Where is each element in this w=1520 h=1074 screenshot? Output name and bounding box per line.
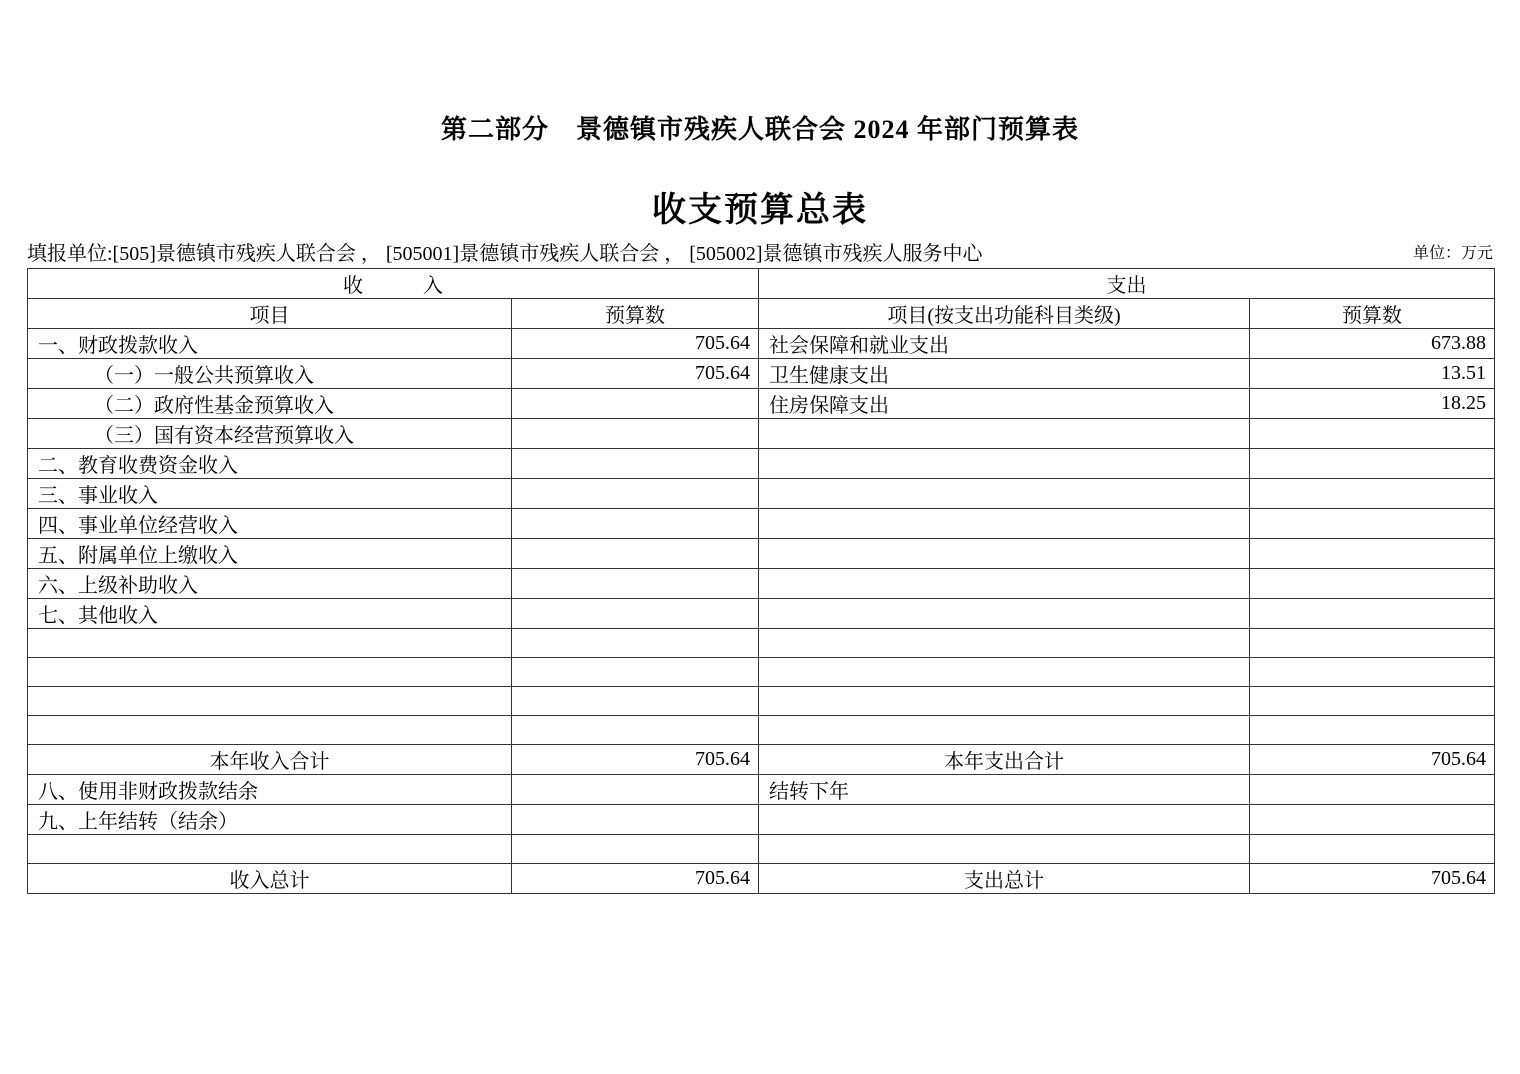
income-value-cell xyxy=(512,834,759,863)
expense-item-cell xyxy=(759,598,1250,628)
income-item-cell xyxy=(28,686,512,715)
income-item-cell: 八、使用非财政拨款结余 xyxy=(28,774,512,804)
meta-row xyxy=(27,242,1493,266)
income-value-cell xyxy=(512,388,759,418)
expense-value-cell: 13.51 xyxy=(1250,358,1495,388)
expense-value-cell xyxy=(1250,568,1495,598)
expense-value-cell xyxy=(1250,598,1495,628)
table-row xyxy=(28,774,1495,804)
income-item-cell xyxy=(28,628,512,657)
table-row xyxy=(28,448,1495,478)
section-title: 第二部分 景德镇市残疾人联合会 2024 年部门预算表 xyxy=(440,115,1079,144)
table-row xyxy=(28,598,1495,628)
grand-total-row xyxy=(28,863,1495,893)
table-row xyxy=(28,358,1495,388)
income-value-cell xyxy=(512,715,759,744)
income-value-cell: 705.64 xyxy=(512,863,759,893)
income-item-cell: 九、上年结转（结余） xyxy=(28,804,512,834)
table-row xyxy=(28,478,1495,508)
income-value-cell xyxy=(512,538,759,568)
expense-value-cell xyxy=(1250,774,1495,804)
income-item-cell: 六、上级补助收入 xyxy=(28,568,512,598)
page-title: 收支预算总表 xyxy=(652,192,868,230)
expense-value-cell xyxy=(1250,715,1495,744)
income-item-cell: 四、事业单位经营收入 xyxy=(28,508,512,538)
expense-value-cell: 673.88 xyxy=(1250,328,1495,358)
expense-item-cell: 支出总计 xyxy=(759,863,1250,893)
table-row xyxy=(28,686,1495,715)
income-item-cell: （一）一般公共预算收入 xyxy=(28,358,512,388)
annual-total-row xyxy=(28,744,1495,774)
income-item-cell xyxy=(28,715,512,744)
table-row xyxy=(28,628,1495,657)
unit-note: 单位：万元 xyxy=(1412,245,1493,263)
section-header-row xyxy=(28,268,1495,298)
expense-item-cell xyxy=(759,478,1250,508)
expense-item-cell xyxy=(759,448,1250,478)
expense-value-cell xyxy=(1250,538,1495,568)
income-item-cell xyxy=(28,834,512,863)
income-item-cell: 二、教育收费资金收入 xyxy=(28,448,512,478)
income-value-cell xyxy=(512,804,759,834)
income-item-cell: （二）政府性基金预算收入 xyxy=(28,388,512,418)
expense-value-cell: 705.64 xyxy=(1250,863,1495,893)
budget-summary-table xyxy=(27,268,1495,894)
expense-item-cell xyxy=(759,715,1250,744)
table-row xyxy=(28,508,1495,538)
expense-value-cell xyxy=(1250,478,1495,508)
income-value-cell xyxy=(512,774,759,804)
income-value-cell xyxy=(512,686,759,715)
income-value-cell xyxy=(512,568,759,598)
income-item-cell: 本年收入合计 xyxy=(28,744,512,774)
expense-item-cell xyxy=(759,418,1250,448)
table-row xyxy=(28,328,1495,358)
income-item-cell: 五、附属单位上缴收入 xyxy=(28,538,512,568)
expense-item-column-header: 项目(按支出功能科目类级) xyxy=(759,298,1250,328)
income-item-column-header: 项目 xyxy=(28,298,512,328)
income-value-cell xyxy=(512,598,759,628)
table-row xyxy=(28,834,1495,863)
expense-item-cell xyxy=(759,834,1250,863)
expense-value-cell xyxy=(1250,508,1495,538)
expense-item-cell: 社会保障和就业支出 xyxy=(759,328,1250,358)
expense-item-cell: 卫生健康支出 xyxy=(759,358,1250,388)
expense-value-cell: 705.64 xyxy=(1250,744,1495,774)
income-value-cell: 705.64 xyxy=(512,358,759,388)
expense-value-cell xyxy=(1250,628,1495,657)
income-value-cell: 705.64 xyxy=(512,328,759,358)
expense-value-cell: 18.25 xyxy=(1250,388,1495,418)
expense-value-cell xyxy=(1250,686,1495,715)
income-value-cell xyxy=(512,418,759,448)
expense-item-cell xyxy=(759,628,1250,657)
expense-item-cell: 结转下年 xyxy=(759,774,1250,804)
income-value-cell xyxy=(512,628,759,657)
table-row xyxy=(28,568,1495,598)
income-section-header: 收 入 xyxy=(28,268,759,298)
expense-value-cell xyxy=(1250,834,1495,863)
table-row xyxy=(28,388,1495,418)
expense-item-cell xyxy=(759,657,1250,686)
expense-item-cell xyxy=(759,568,1250,598)
income-item-cell: 七、其他收入 xyxy=(28,598,512,628)
income-budget-column-header: 预算数 xyxy=(512,298,759,328)
income-value-cell xyxy=(512,508,759,538)
table-row xyxy=(28,418,1495,448)
reporting-unit-label: 填报单位:[505]景德镇市残疾人联合会 ， [505001]景德镇市残疾人联合会 ， [505002]景德镇市残疾人服务中心 xyxy=(27,242,983,265)
income-item-cell: 一、财政拨款收入 xyxy=(28,328,512,358)
table-row xyxy=(28,538,1495,568)
expense-item-cell: 本年支出合计 xyxy=(759,744,1250,774)
expense-item-cell xyxy=(759,508,1250,538)
expense-item-cell xyxy=(759,804,1250,834)
income-value-cell: 705.64 xyxy=(512,744,759,774)
expense-budget-column-header: 预算数 xyxy=(1250,298,1495,328)
income-value-cell xyxy=(512,657,759,686)
expense-item-cell xyxy=(759,538,1250,568)
expense-value-cell xyxy=(1250,418,1495,448)
table-row xyxy=(28,657,1495,686)
expense-value-cell xyxy=(1250,657,1495,686)
expense-value-cell xyxy=(1250,448,1495,478)
income-value-cell xyxy=(512,478,759,508)
income-item-cell: （三）国有资本经营预算收入 xyxy=(28,418,512,448)
expense-item-cell: 住房保障支出 xyxy=(759,388,1250,418)
income-item-cell: 三、事业收入 xyxy=(28,478,512,508)
income-item-cell: 收入总计 xyxy=(28,863,512,893)
expense-item-cell xyxy=(759,686,1250,715)
table-row xyxy=(28,804,1495,834)
expense-value-cell xyxy=(1250,804,1495,834)
table-row xyxy=(28,715,1495,744)
income-item-cell xyxy=(28,657,512,686)
column-header-row xyxy=(28,298,1495,328)
expense-section-header: 支出 xyxy=(759,268,1495,298)
income-value-cell xyxy=(512,448,759,478)
